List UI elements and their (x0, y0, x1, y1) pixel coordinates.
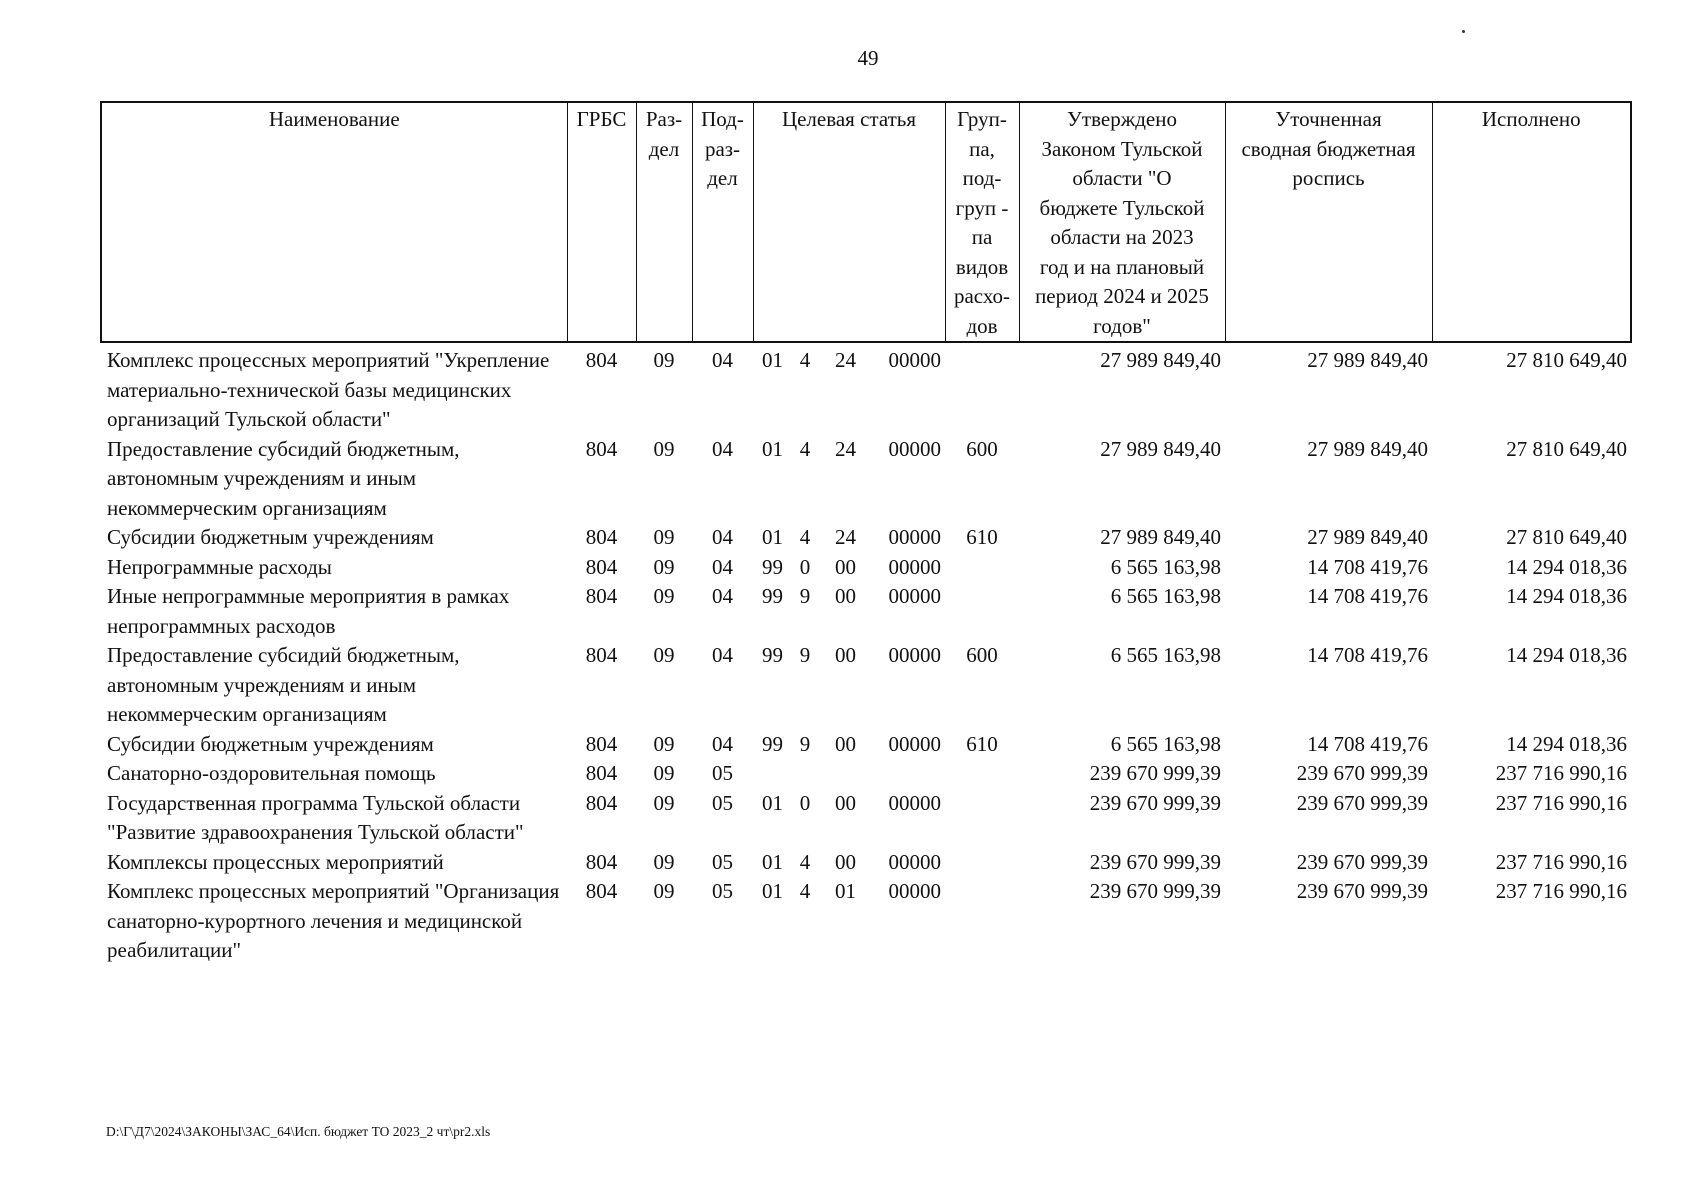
table-row (101, 435, 1631, 524)
cs-part-3: 24 (835, 436, 857, 461)
row-name: Санаторно-оздоровительная помощь (107, 761, 436, 785)
row-approved: 27 989 849,40 (1100, 348, 1221, 372)
cs-part-1: 01 (762, 348, 783, 372)
cs-part-2: 9 (799, 731, 811, 756)
cs-part-1: 01 (762, 525, 783, 549)
row-grbs: 804 (585, 525, 618, 549)
table-row (101, 553, 1631, 583)
cs-part-2: 0 (799, 554, 811, 579)
page-number: 49 (857, 46, 879, 70)
col-header-name: Наименование (101, 102, 567, 342)
row-razdel: 09 (653, 790, 675, 815)
cs-part-3: 00 (835, 790, 857, 815)
row-approved: 239 670 999,39 (1089, 790, 1221, 815)
row-gruppa: 600 (966, 436, 998, 461)
cs-part-2: 4 (799, 348, 811, 372)
col-header-grbs: ГРБС (567, 102, 636, 342)
row-executed: 237 716 990,16 (1495, 849, 1627, 874)
row-celevaya-statya (753, 877, 945, 966)
cs-part-2: 4 (799, 436, 811, 461)
cs-part-1: 99 (762, 554, 783, 579)
row-approved: 6 565 163,98 (1110, 584, 1221, 608)
footer-file-path: D:\Г\Д7\2024\ЗАКОНЫ\ЗАС_64\Исп. бюджет ТО 2023_2 чт\pr2.xls (106, 1124, 491, 1139)
cs-part-2: 9 (799, 584, 811, 608)
cs-part-4: 00000 (888, 436, 941, 461)
row-celevaya-statya (753, 848, 945, 878)
row-name: Непрограммные расходы (107, 554, 332, 579)
row-gruppa (945, 789, 1019, 848)
table-row (101, 342, 1631, 435)
row-podrazdel: 04 (712, 643, 733, 667)
row-podrazdel: 04 (712, 348, 733, 372)
row-grbs: 804 (585, 436, 618, 461)
cs-part-1: 01 (762, 849, 783, 874)
cs-part-3: 24 (835, 525, 857, 549)
row-celevaya-statya (753, 789, 945, 848)
row-celevaya-statya (753, 730, 945, 760)
row-gruppa (945, 848, 1019, 878)
row-celevaya-statya (753, 342, 945, 435)
cs-part-3: 24 (835, 348, 857, 372)
row-gruppa (945, 759, 1019, 789)
row-podrazdel: 04 (712, 731, 733, 756)
cs-part-4: 00000 (888, 879, 941, 903)
col-header-celevaya-statya: Целевая статья (753, 102, 945, 342)
row-grbs: 804 (585, 879, 618, 903)
row-name: Субсидии бюджетным учреждениям (107, 525, 434, 549)
col-header-podrazdel: Под- раз- дел (692, 102, 753, 342)
table-row (101, 759, 1631, 789)
table-body (101, 342, 1631, 966)
row-razdel: 09 (653, 584, 675, 608)
table-row (101, 730, 1631, 760)
row-approved: 27 989 849,40 (1100, 436, 1221, 461)
cs-part-1: 99 (762, 584, 783, 608)
cs-part-2: 9 (799, 643, 811, 667)
cs-part-2: 4 (799, 879, 811, 903)
row-razdel: 09 (653, 879, 675, 903)
row-executed: 237 716 990,16 (1495, 879, 1627, 903)
row-gruppa: 600 (966, 643, 998, 667)
row-razdel: 09 (653, 643, 675, 667)
table-row (101, 582, 1631, 641)
cs-part-2: 4 (799, 849, 811, 874)
cs-part-3: 00 (835, 643, 857, 667)
row-name: Предоставление субсидий бюджетным, автономным учреждениям и иным некоммерческим организациям (107, 643, 460, 726)
cs-part-1: 01 (762, 790, 783, 815)
scan-speck (1462, 30, 1465, 33)
cs-part-1: 01 (762, 436, 783, 461)
row-executed: 14 294 018,36 (1506, 554, 1627, 579)
cs-part-2: 4 (799, 525, 811, 549)
row-refined: 239 670 999,39 (1296, 879, 1428, 903)
cs-part-3: 00 (835, 584, 857, 608)
row-approved: 6 565 163,98 (1110, 554, 1221, 579)
row-refined: 239 670 999,39 (1296, 790, 1428, 815)
row-podrazdel: 05 (712, 849, 733, 874)
row-name: Государственная программа Тульской области "Развитие здравоохранения Тульской области" (107, 790, 524, 844)
row-gruppa (945, 582, 1019, 641)
row-name: Комплекс процессных мероприятий "Организация санаторно-курортного лечения и медицинской реабилитации" (107, 879, 560, 962)
row-celevaya-statya (753, 435, 945, 524)
row-grbs: 804 (585, 643, 618, 667)
cs-part-1: 99 (762, 731, 783, 756)
row-podrazdel: 05 (712, 761, 733, 785)
row-razdel: 09 (653, 761, 675, 785)
row-approved: 239 670 999,39 (1089, 879, 1221, 903)
row-grbs: 804 (585, 584, 618, 608)
row-podrazdel: 04 (712, 584, 733, 608)
row-name: Комплексы процессных мероприятий (107, 849, 444, 874)
row-celevaya-statya (753, 582, 945, 641)
row-refined: 239 670 999,39 (1296, 761, 1428, 785)
row-grbs: 804 (585, 761, 618, 785)
cs-part-4: 00000 (888, 554, 941, 579)
table-row (101, 641, 1631, 730)
cs-part-4: 00000 (888, 348, 941, 372)
row-executed: 27 810 649,40 (1506, 525, 1627, 549)
row-podrazdel: 04 (712, 436, 733, 461)
row-grbs: 804 (585, 849, 618, 874)
table-header-row (101, 102, 1631, 342)
cs-part-4: 00000 (888, 643, 941, 667)
row-podrazdel: 04 (712, 525, 733, 549)
row-refined: 14 708 419,76 (1307, 731, 1428, 756)
row-gruppa (945, 877, 1019, 966)
row-executed: 14 294 018,36 (1506, 731, 1627, 756)
row-executed: 237 716 990,16 (1495, 761, 1627, 785)
cs-part-4: 00000 (888, 584, 941, 608)
cs-part-3: 01 (835, 879, 857, 903)
col-header-utochnennaya: Уточненная сводная бюджетная роспись (1225, 102, 1432, 342)
row-podrazdel: 05 (712, 790, 733, 815)
cs-part-3: 00 (835, 554, 857, 579)
row-celevaya-statya (753, 523, 945, 553)
row-approved: 6 565 163,98 (1110, 643, 1221, 667)
row-razdel: 09 (653, 525, 675, 549)
col-header-ispolneno: Исполнено (1432, 102, 1631, 342)
row-gruppa (945, 342, 1019, 435)
row-approved: 6 565 163,98 (1110, 731, 1221, 756)
row-razdel: 09 (653, 554, 675, 579)
table-row (101, 877, 1631, 966)
row-refined: 27 989 849,40 (1307, 348, 1428, 372)
col-header-gruppa: Груп- па, под- груп - па видов расхо- дов (945, 102, 1019, 342)
row-approved: 239 670 999,39 (1089, 849, 1221, 874)
table-row (101, 848, 1631, 878)
row-name: Комплекс процессных мероприятий "Укрепление материально-технической базы медицинских организаций Тульской области" (107, 348, 550, 431)
col-header-utverzhdeno: Утверждено Законом Тульской области "О бюджете Тульской области на 2023 год и на плановый период 2024 и 2025 годов" (1019, 102, 1225, 342)
row-executed: 237 716 990,16 (1495, 790, 1627, 815)
cs-part-1: 99 (762, 643, 783, 667)
row-grbs: 804 (585, 554, 618, 579)
row-razdel: 09 (653, 849, 675, 874)
row-refined: 14 708 419,76 (1307, 554, 1428, 579)
cs-part-4: 00000 (888, 790, 941, 815)
row-name: Иные непрограммные мероприятия в рамках непрограммных расходов (107, 584, 510, 638)
row-gruppa: 610 (966, 525, 998, 549)
row-executed: 14 294 018,36 (1506, 584, 1627, 608)
row-celevaya-statya (753, 759, 945, 789)
row-razdel: 09 (653, 731, 675, 756)
row-grbs: 804 (585, 348, 618, 372)
row-refined: 27 989 849,40 (1307, 525, 1428, 549)
cs-part-3: 00 (835, 731, 857, 756)
row-razdel: 09 (653, 436, 675, 461)
row-name: Субсидии бюджетным учреждениям (107, 731, 434, 756)
row-celevaya-statya (753, 553, 945, 583)
row-grbs: 804 (585, 790, 618, 815)
row-approved: 239 670 999,39 (1089, 761, 1221, 785)
cs-part-4: 00000 (888, 731, 941, 756)
row-approved: 27 989 849,40 (1100, 525, 1221, 549)
row-razdel: 09 (653, 348, 675, 372)
row-gruppa (945, 553, 1019, 583)
row-grbs: 804 (585, 731, 618, 756)
budget-table (100, 101, 1632, 966)
table-row (101, 523, 1631, 553)
row-name: Предоставление субсидий бюджетным, автономным учреждениям и иным некоммерческим организациям (107, 436, 460, 520)
row-executed: 27 810 649,40 (1506, 348, 1627, 372)
row-refined: 14 708 419,76 (1307, 584, 1428, 608)
row-executed: 14 294 018,36 (1506, 643, 1627, 667)
cs-part-3: 00 (835, 849, 857, 874)
row-gruppa: 610 (966, 731, 998, 756)
row-refined: 239 670 999,39 (1296, 849, 1428, 874)
table-row (101, 789, 1631, 848)
cs-part-2: 0 (799, 790, 811, 815)
row-celevaya-statya (753, 641, 945, 730)
row-executed: 27 810 649,40 (1506, 436, 1627, 461)
col-header-razdel: Раз- дел (636, 102, 692, 342)
row-refined: 14 708 419,76 (1307, 643, 1428, 667)
row-podrazdel: 04 (712, 554, 733, 579)
cs-part-4: 00000 (888, 525, 941, 549)
cs-part-1: 01 (762, 879, 783, 903)
cs-part-4: 00000 (888, 849, 941, 874)
row-podrazdel: 05 (712, 879, 733, 903)
row-refined: 27 989 849,40 (1307, 436, 1428, 461)
